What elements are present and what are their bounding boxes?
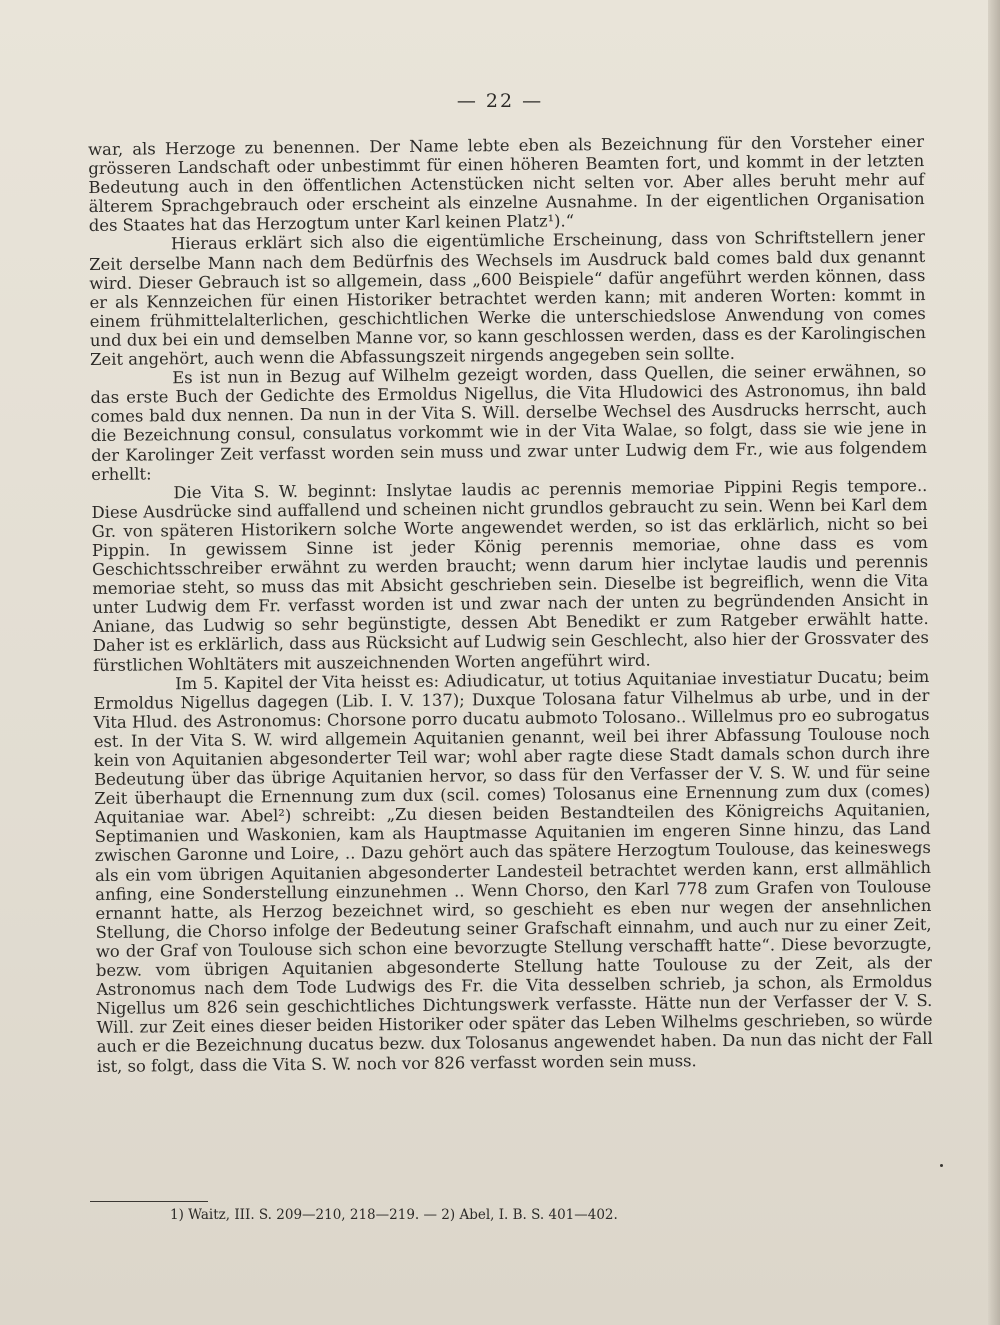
footnote-rule (90, 1201, 208, 1202)
body-text (88, 132, 933, 1076)
ink-speck (940, 1164, 943, 1167)
paragraph-2: Hieraus erklärt sich also die eigentümliche Erscheinung, dass von Schriftstellern jener Zeit derselbe Mann nach dem Bedürfnis des Wechsels im Ausdruck bald comes bald dux genannt wird. Dieser Gebrauch ist so allgemein, dass „600 Beispiele“ dafür angeführt werden können, dass er als Kennzeichen für einen Historiker betrachtet werden kann; mit anderen Worten: kommt in einem frühmittelalterlichen, geschichtlichen Werke die unterschiedslose Anwendung von comes und dux bei ein und demselben Manne vor, so kann geschlossen werden, dass es der Karolingischen Zeit angehört, auch wenn die Abfassungszeit nirgends angegeben sein sollte. (89, 227, 926, 370)
page-fold-shadow (988, 0, 1000, 1325)
paragraph-1: war, als Herzoge zu benennen. Der Name lebte eben als Bezeichnung für den Vorsteher einer grösseren Landschaft oder unbestimmt für einen höheren Beamten fort, und kommt in der letzten Bedeutung auch in den öffentlichen Actenstücken nicht selten vor. Aber alles beruht mehr auf älterem Sprachgebrauch oder erscheint als einzelne Ausnahme. In der eigentlichen Organisation des Staates hat das Herzogtum unter Karl keinen Platz¹).“ (88, 131, 925, 236)
page-number: — 22 — (456, 90, 544, 112)
footnote: 1) Waitz, III. S. 209—210, 218—219. — 2) Abel, I. B. S. 401—402. (170, 1207, 618, 1223)
paragraph-4: Die Vita S. W. beginnt: Inslytae laudis ac perennis memoriae Pippini Regis tempore.. Diese Ausdrücke sind auffallend und scheinen nicht grundlos gebraucht zu sein. Wenn bei Karl dem Gr. von späteren Historikern solche Worte angewendet werden, so ist das erklärlich, nicht so bei Pippin. In gewissem Sinne ist jeder König perennis memoriae, ohne dass es vom Geschichtsschreiber erwähnt zu werden braucht; wenn darum hier inclytae laudis und perennis memoriae steht, so muss das mit Absicht geschrieben sein. Dieselbe ist begreiflich, wenn die Vita unter Ludwig dem Fr. verfasst worden ist und zwar nach der unten zu begründenden Ansicht in Aniane, das Ludwig so sehr begünstigte, dessen Abt Benedikt er zum Ratgeber erwählt hatte. Daher ist es erklärlich, dass aus Rücksicht auf Ludwig sein Geschlecht, also hier der Grossvater des fürstlichen Wohltäters mit auszeichnenden Worten angeführt wird. (91, 475, 929, 675)
paragraph-3: Es ist nun in Bezug auf Wilhelm gezeigt worden, dass Quellen, die seiner erwähnen, so das erste Buch der Gedichte des Ermoldus Nigellus, die Vita Hludowici des Astronomus, ihn bald comes bald dux nennen. Da nun in der Vita S. Will. derselbe Wechsel des Ausdrucks herrscht, auch die Bezeichnung consul, consulatus vorkommt wie in der Vita Walae, so folgt, dass sie wie jene in der Karolinger Zeit verfasst worden sein muss und zwar unter Ludwig dem Fr., wie aus folgendem erhellt: (90, 361, 928, 484)
paragraph-5: Im 5. Kapitel der Vita heisst es: Adiudicatur, ut totius Aquitaniae investiatur Ducatu; beim Ermoldus Nigellus dagegen (Lib. I. V. 137); Duxque Tolosana fatur Vilhelmus ab urbe, und in der Vita Hlud. des Astronomus: Chorsone porro ducatu aubmoto Tolosano.. Willelmus pro eo subrogatus est. In der Vita S. W. wird allgemein Aquitanien genannt, weil bei ihrer Abfassung Toulouse noch kein von Aquitanien abgesonderter Teil war; wohl aber ragte diese Stadt damals schon durch ihre Bedeutung über das übrige Aquitanien hervor, so dass für den Verfasser der V. S. W. und für seine Zeit überhaupt die Ernennung zum dux (scil. comes) Tolosanus eine Ernennung zum dux (comes) Aquitaniae war. Abel²) schreibt: „Zu diesen beiden Bestandteilen des Königreichs Aquitanien, Septimanien und Waskonien, kam als Hauptmasse Aquitanien im engeren Sinne hinzu, das Land zwischen Garonne und Loire, .. Dazu gehört auch das spätere Herzogtum Toulouse, das keineswegs als ein vom übrigen Aquitanien abgesonderter Landesteil betrachtet werden kann, erst allmählich anfing, eine Sonderstellung einzunehmen .. Wenn Chorso, den Karl 778 zum Grafen von Toulouse ernannt hatte, als Herzog bezeichnet wird, so geschieht es eben nur wegen der ansehnlichen Stellung, die Chorso infolge der Bedeutung seiner Grafschaft einnahm, und auch nur zu einer Zeit, wo der Graf von Toulouse sich schon eine bevorzugte Stellung verschafft hatte“. Diese bevorzugte, bezw. vom übrigen Aquitanien abgesonderte Stellung hatte Toulouse zu der Zeit, als der Astronomus nach dem Tode Ludwigs des Fr. die Vita desselben schrieb, ja schon, als Ermoldus Nigellus um 826 sein geschichtliches Dichtungswerk verfasste. Hätte nun der Verfasser der V. S. Will. zur Zeit eines dieser beiden Historiker oder später das Leben Wilhelms geschrieben, so würde auch er die Bezeichnung ducatus bezw. dux Tolosanus angewendet haben. Da nun das nicht der Fall ist, so folgt, dass die Vita S. W. noch vor 826 verfasst worden sein muss. (93, 666, 933, 1076)
